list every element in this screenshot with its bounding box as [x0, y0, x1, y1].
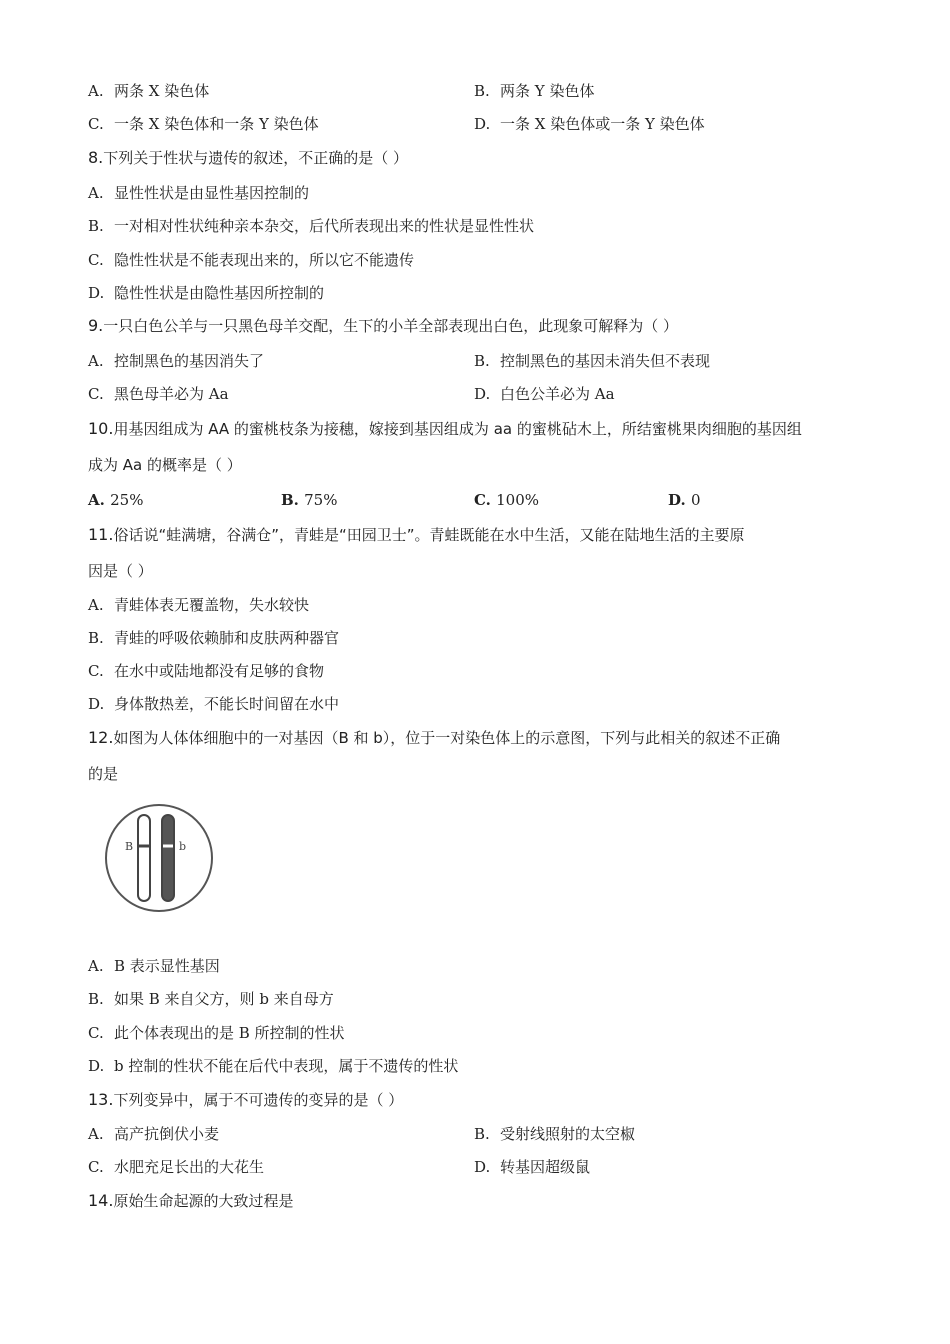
q10-stem-line1: 10.用基因组成为 AA 的蜜桃枝条为接穗，嫁接到基因组成为 aa 的蜜桃砧木上，所结蜜桃果肉细胞的基因组 [88, 419, 802, 438]
q10-option-b: B. 75% [281, 491, 338, 509]
q10-option-c: C. 100% [474, 491, 540, 509]
q8-option-a: A. 显性性状是由显性基因控制的 [88, 184, 310, 202]
q9-option-b: B. 控制黑色的基因未消失但不表现 [474, 352, 711, 370]
q8-option-c: C. 隐性性状是不能表现出来的，所以它不能遗传 [88, 251, 415, 269]
gene-label-b-lower: b [179, 840, 187, 853]
chromosome-left [138, 815, 150, 901]
q12-option-d: D. b 控制的性状不能在后代中表现，属于不遗传的性状 [88, 1057, 459, 1075]
q11-stem-line2: 因是（ ） [88, 562, 153, 580]
q11-option-a: A. 青蛙体表无覆盖物，失水较快 [88, 596, 310, 614]
q13-option-c: C. 水肥充足长出的大花生 [88, 1158, 265, 1176]
q13-option-d: D. 转基因超级鼠 [474, 1158, 591, 1176]
q13-option-a: A. 高产抗倒伏小麦 [88, 1125, 220, 1143]
q8-option-d: D. 隐性性状是由隐性基因所控制的 [88, 284, 325, 302]
q11-stem-line1: 11.俗话说“蛙满塘，谷满仓”，青蛙是“田园卫士”。青蛙既能在水中生活，又能在陆地生活的主要原 [88, 525, 745, 544]
gene-label-b-upper: B [125, 840, 134, 853]
q11-option-b: B. 青蛙的呼吸依赖肺和皮肤两种器官 [88, 629, 340, 647]
q11-option-c: C. 在水中或陆地都没有足够的食物 [88, 662, 325, 680]
q7-option-b: B. 两条 Y 染色体 [474, 82, 595, 100]
q8-stem: 8.下列关于性状与遗传的叙述，不正确的是（ ） [88, 148, 409, 167]
q7-option-d: D. 一条 X 染色体或一条 Y 染色体 [474, 115, 705, 133]
q12-option-b: B. 如果 B 来自父方，则 b 来自母方 [88, 990, 334, 1008]
chromosome-right [162, 815, 174, 901]
q13-stem: 13.下列变异中，属于不可遗传的变异的是（ ） [88, 1090, 404, 1109]
chromosome-diagram [104, 803, 214, 913]
q10-stem-line2: 成为 Aa 的概率是（ ） [88, 456, 242, 474]
q10-option-a: A. 25% [88, 491, 144, 509]
q9-option-a: A. 控制黑色的基因消失了 [88, 352, 265, 370]
q8-option-b: B. 一对相对性状纯种亲本杂交，后代所表现出来的性状是显性性状 [88, 217, 535, 235]
q9-option-c: C. 黑色母羊必为 Aa [88, 385, 229, 403]
q12-stem-line1: 12.如图为人体体细胞中的一对基因（B 和 b），位于一对染色体上的示意图，下列与此相关的叙述不正确 [88, 728, 781, 747]
q12-stem-line2: 的是 [88, 765, 119, 783]
q13-option-b: B. 受射线照射的太空椒 [474, 1125, 636, 1143]
chromosome-pair-figure [104, 803, 214, 913]
q12-option-c: C. 此个体表现出的是 B 所控制的性状 [88, 1024, 345, 1042]
q9-option-d: D. 白色公羊必为 Aa [474, 385, 615, 403]
q14-stem: 14.原始生命起源的大致过程是 [88, 1191, 294, 1210]
q12-option-a: A. B 表示显性基因 [88, 957, 220, 975]
q11-option-d: D. 身体散热差，不能长时间留在水中 [88, 695, 340, 713]
q9-stem: 9.一只白色公羊与一只黑色母羊交配，生下的小羊全部表现出白色，此现象可解释为（ ） [88, 316, 679, 335]
q7-option-a: A. 两条 X 染色体 [88, 82, 210, 100]
cell-outline [106, 805, 212, 911]
q7-option-c: C. 一条 X 染色体和一条 Y 染色体 [88, 115, 319, 133]
q10-option-d: D. 0 [668, 491, 701, 509]
